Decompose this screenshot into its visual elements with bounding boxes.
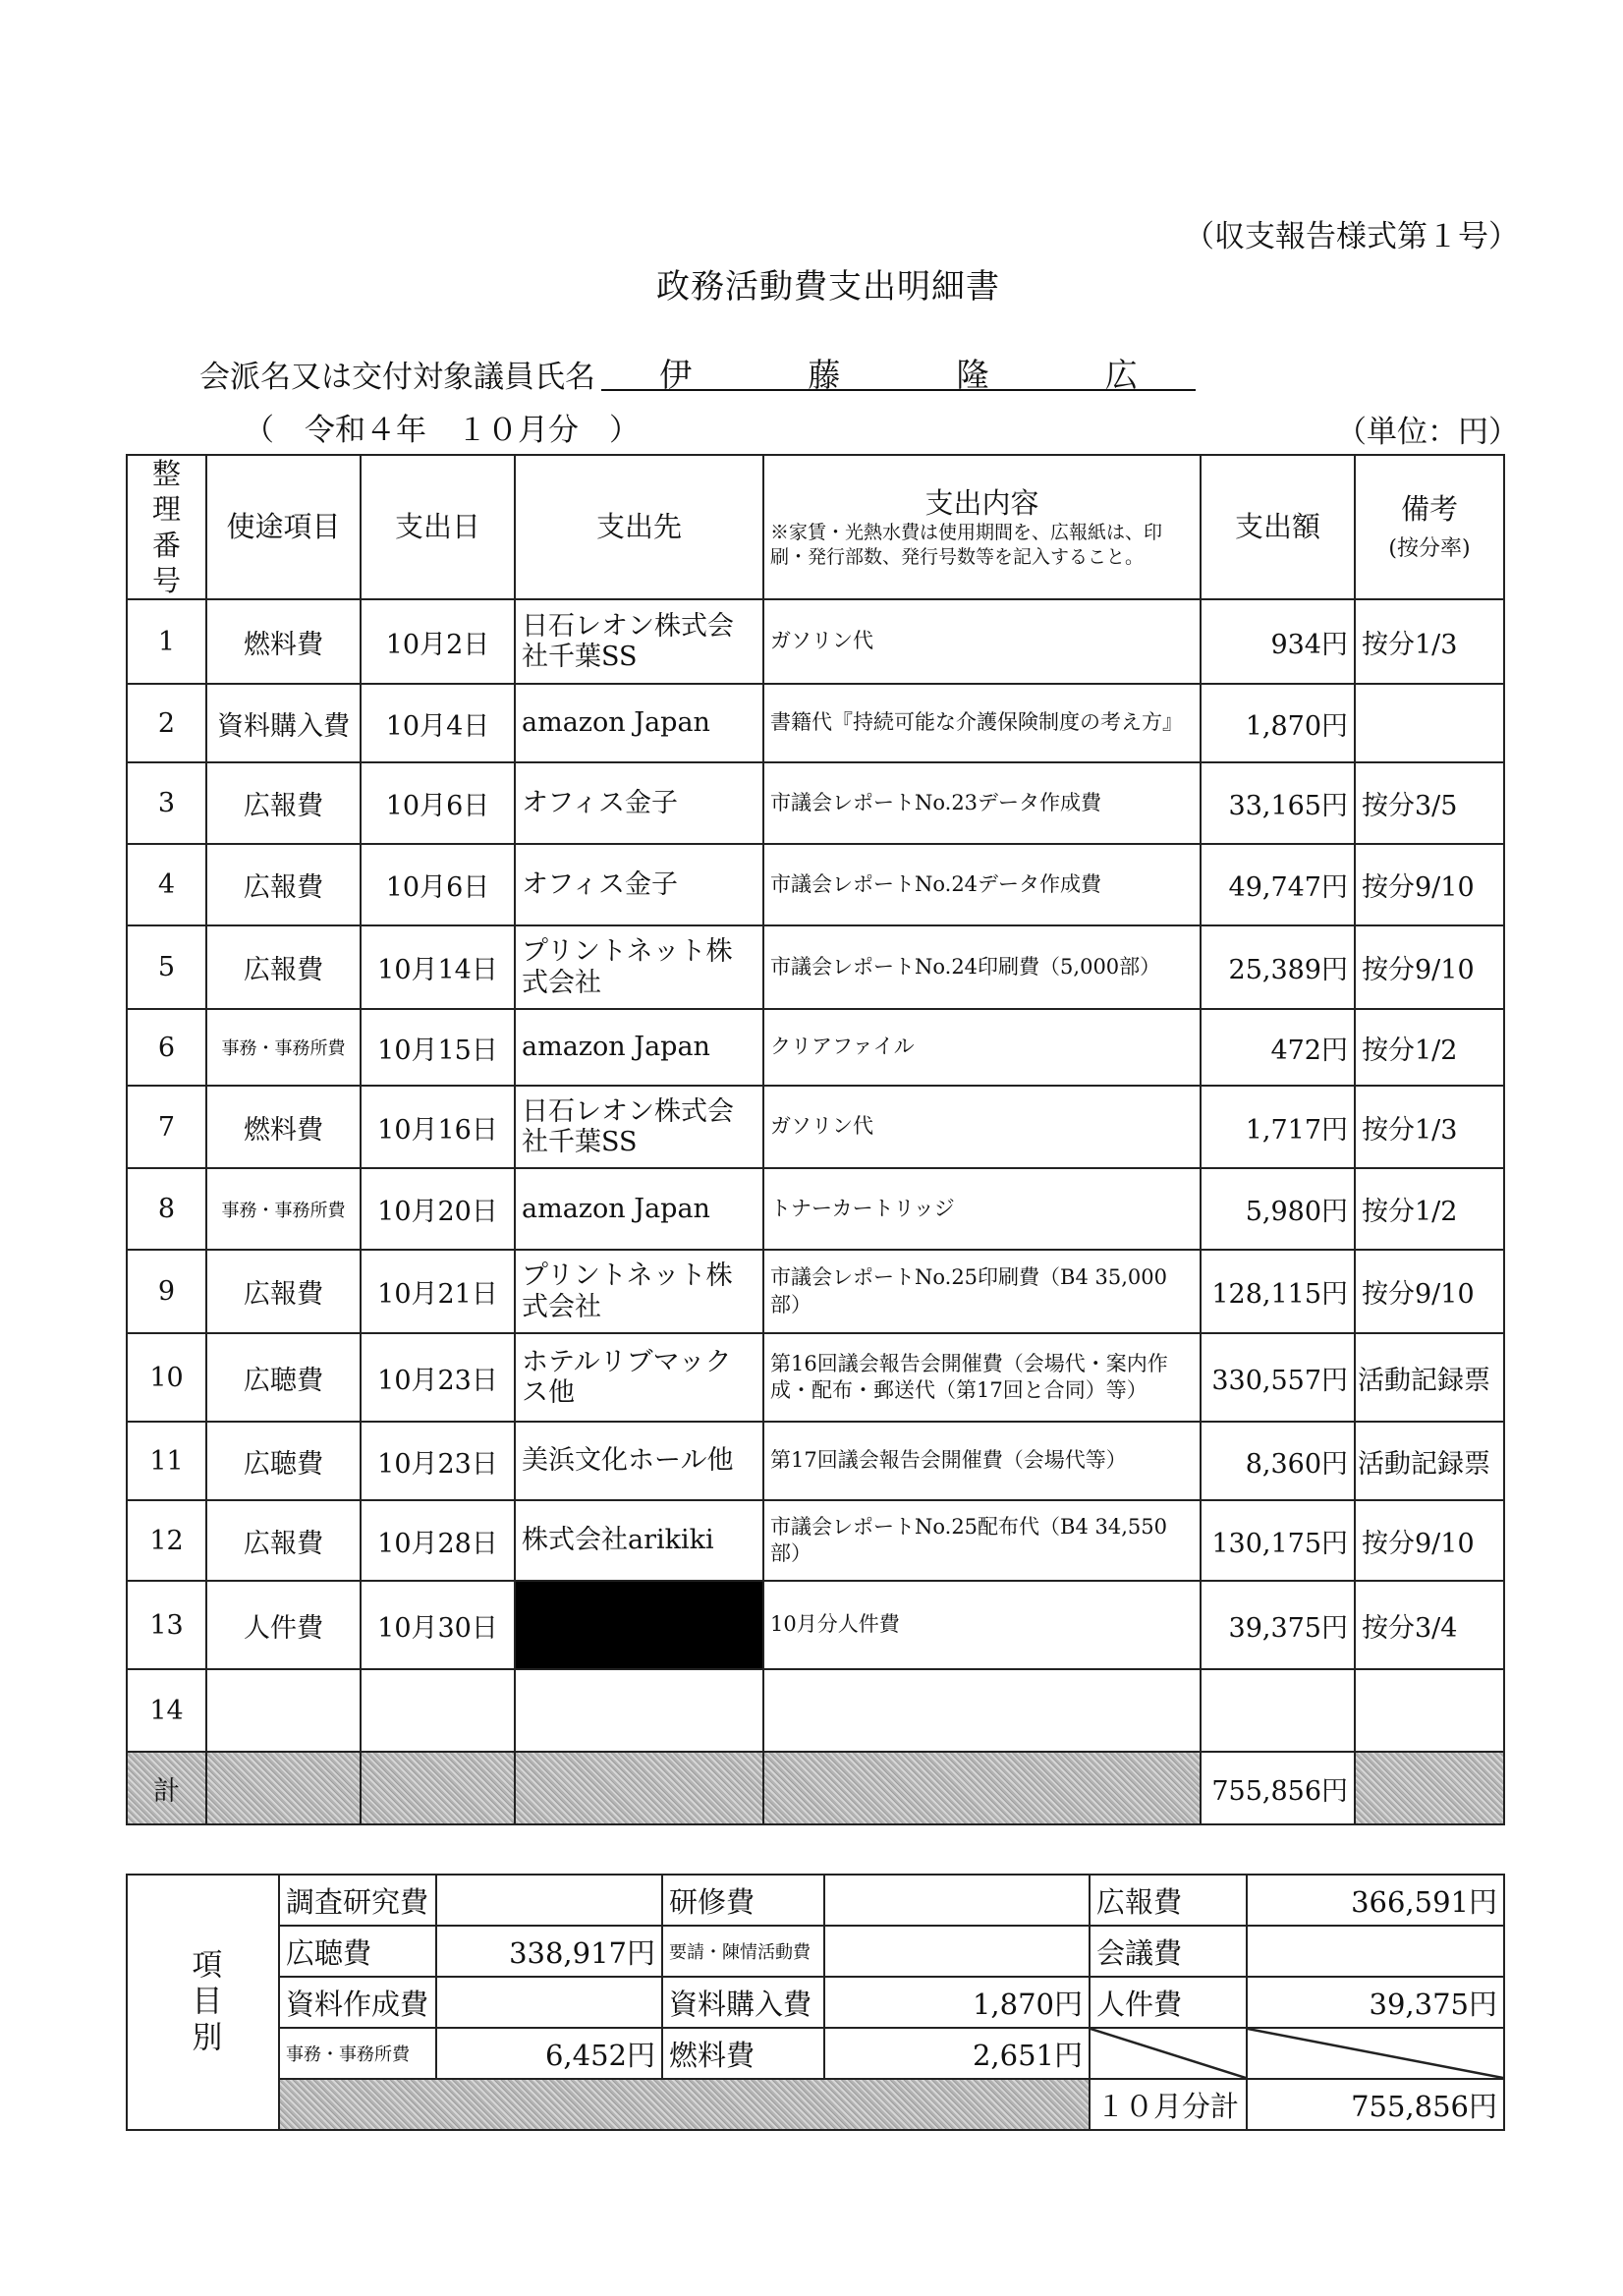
summary-value: 755,856円: [1247, 2079, 1504, 2130]
table-row: [127, 1250, 1504, 1333]
table-row: [127, 1500, 1504, 1581]
row-content: [763, 1669, 1201, 1752]
header-no: 整理番号: [127, 455, 206, 599]
table-row: [127, 1422, 1504, 1500]
row-remark: 按分3/4: [1355, 1581, 1504, 1669]
summary-label: 資料購入費: [662, 1977, 824, 2028]
shaded-cell: [361, 1752, 515, 1824]
row-content: 市議会レポートNo.24データ作成費: [763, 844, 1201, 925]
header-remark-title: 備考: [1400, 492, 1458, 527]
row-amount: 5,980円: [1201, 1168, 1355, 1250]
row-remark: 按分1/3: [1355, 1086, 1504, 1168]
summary-row: [127, 2028, 1504, 2079]
row-item: 広報費: [206, 1250, 361, 1333]
row-payee: オフィス金子: [515, 844, 763, 925]
name-char: 隆: [956, 356, 989, 394]
summary-side-label: 項目別: [127, 1875, 279, 2130]
row-no: 14: [127, 1669, 206, 1752]
table-row: [127, 1333, 1504, 1422]
row-remark: [1355, 1669, 1504, 1752]
row-date: 10月6日: [361, 762, 515, 844]
row-remark: 按分1/2: [1355, 1168, 1504, 1250]
row-amount: 934円: [1201, 599, 1355, 684]
summary-label: 要請・陳情活動費: [662, 1926, 824, 1977]
row-remark: 活動記録票: [1355, 1422, 1504, 1500]
row-amount: 472円: [1201, 1009, 1355, 1086]
table-row: [127, 762, 1504, 844]
shaded-cell: [515, 1752, 763, 1824]
row-date: 10月28日: [361, 1500, 515, 1581]
diagonal-cell: [1090, 2028, 1247, 2079]
summary-value: 2,651円: [824, 2028, 1090, 2079]
row-no: 1: [127, 599, 206, 684]
row-date: 10月30日: [361, 1581, 515, 1669]
row-no: 11: [127, 1422, 206, 1500]
row-date: 10月23日: [361, 1333, 515, 1422]
summary-value: [1247, 1926, 1504, 1977]
summary-label: 燃料費: [662, 2028, 824, 2079]
row-date: 10月2日: [361, 599, 515, 684]
summary-label: 広聴費: [279, 1926, 436, 1977]
row-item: 資料購入費: [206, 684, 361, 762]
header-content: [763, 455, 1201, 599]
row-content: ガソリン代: [763, 1086, 1201, 1168]
row-remark: 按分9/10: [1355, 1250, 1504, 1333]
row-payee: amazon Japan: [515, 684, 763, 762]
form-number: （収支報告様式第１号）: [1184, 219, 1519, 254]
header-content-note: ※家賃・光熱水費は使用期間を、広報紙は、印刷・発行部数、発行号数等を記入すること。: [770, 521, 1163, 568]
row-item: 人件費: [206, 1581, 361, 1669]
summary-row: [127, 2079, 1504, 2130]
row-payee: 株式会社arikiki: [515, 1500, 763, 1581]
period-label: （ 令和４年 １０月分 ）: [244, 413, 640, 448]
row-amount: 25,389円: [1201, 925, 1355, 1009]
row-date: 10月23日: [361, 1422, 515, 1500]
row-no: 5: [127, 925, 206, 1009]
name-char: 藤: [808, 356, 841, 394]
row-amount: 330,557円: [1201, 1333, 1355, 1422]
row-date: 10月20日: [361, 1168, 515, 1250]
row-remark: 按分3/5: [1355, 762, 1504, 844]
row-payee: 日石レオン株式会社千葉SS: [515, 599, 763, 684]
total-label: 計: [127, 1752, 206, 1824]
row-content: 市議会レポートNo.25印刷費（B4 35,000部）: [763, 1250, 1201, 1333]
row-content: ガソリン代: [763, 599, 1201, 684]
row-content: 市議会レポートNo.23データ作成費: [763, 762, 1201, 844]
row-content: 10月分人件費: [763, 1581, 1201, 1669]
row-date: 10月6日: [361, 844, 515, 925]
header-amount: 支出額: [1201, 455, 1355, 599]
row-date: 10月15日: [361, 1009, 515, 1086]
row-no: 4: [127, 844, 206, 925]
row-remark: [1355, 684, 1504, 762]
row-item: 広報費: [206, 925, 361, 1009]
shaded-cell: [279, 2079, 1090, 2130]
summary-value: [824, 1926, 1090, 1977]
shaded-cell: [763, 1752, 1201, 1824]
summary-row: [127, 1977, 1504, 2028]
row-payee: オフィス金子: [515, 762, 763, 844]
row-date: 10月16日: [361, 1086, 515, 1168]
summary-value: [436, 1977, 662, 2028]
row-payee: 美浜文化ホール他: [515, 1422, 763, 1500]
row-item: 広報費: [206, 844, 361, 925]
table-row: [127, 599, 1504, 684]
row-item: 燃料費: [206, 1086, 361, 1168]
document-title: 政務活動費支出明細書: [656, 267, 1000, 307]
member-name: [601, 350, 1196, 394]
total-row: [127, 1752, 1504, 1824]
header-item: 使途項目: [206, 455, 361, 599]
row-remark: 按分1/2: [1355, 1009, 1504, 1086]
redacted-payee: [515, 1581, 763, 1669]
header-content-title: 支出内容: [924, 485, 1039, 520]
total-amount: 755,856円: [1201, 1752, 1355, 1824]
row-amount: 33,165円: [1201, 762, 1355, 844]
summary-label: 資料作成費: [279, 1977, 436, 2028]
row-date: 10月14日: [361, 925, 515, 1009]
row-no: 10: [127, 1333, 206, 1422]
row-content: クリアファイル: [763, 1009, 1201, 1086]
row-content: トナーカートリッジ: [763, 1168, 1201, 1250]
summary-value: 338,917円: [436, 1926, 662, 1977]
row-payee: [515, 1669, 763, 1752]
table-row: [127, 1009, 1504, 1086]
row-remark: 活動記録票: [1355, 1333, 1504, 1422]
shaded-cell: [1355, 1752, 1504, 1824]
row-content: 市議会レポートNo.25配布代（B4 34,550部）: [763, 1500, 1201, 1581]
name-char: 伊: [659, 356, 693, 394]
row-amount: 39,375円: [1201, 1581, 1355, 1669]
row-no: 2: [127, 684, 206, 762]
summary-label: 人件費: [1090, 1977, 1247, 2028]
row-no: 9: [127, 1250, 206, 1333]
row-amount: [1201, 1669, 1355, 1752]
diagonal-cell: [1247, 2028, 1504, 2079]
row-no: 12: [127, 1500, 206, 1581]
name-label: 会派名又は交付対象議員氏名: [199, 360, 595, 395]
header-remark-sub: (按分率): [1388, 535, 1471, 561]
summary-label: 広報費: [1090, 1875, 1247, 1926]
row-amount: 1,870円: [1201, 684, 1355, 762]
summary-value: 39,375円: [1247, 1977, 1504, 2028]
summary-label: 会議費: [1090, 1926, 1247, 1977]
summary-value: 366,591円: [1247, 1875, 1504, 1926]
row-item: 広聴費: [206, 1422, 361, 1500]
summary-value: 6,452円: [436, 2028, 662, 2079]
summary-row: [127, 1875, 1504, 1926]
summary-label: １０月分計: [1090, 2079, 1247, 2130]
row-item: 燃料費: [206, 599, 361, 684]
summary-label: 調査研究費: [279, 1875, 436, 1926]
summary-label: 研修費: [662, 1875, 824, 1926]
row-item: 広報費: [206, 1500, 361, 1581]
summary-label: 事務・事務所費: [279, 2028, 436, 2079]
row-no: 3: [127, 762, 206, 844]
row-item: 広報費: [206, 762, 361, 844]
row-content: 第17回議会報告会開催費（会場代等）: [763, 1422, 1201, 1500]
unit-label: （単位：円）: [1336, 415, 1519, 450]
row-date: [361, 1669, 515, 1752]
row-content: 市議会レポートNo.24印刷費（5,000部）: [763, 925, 1201, 1009]
row-remark: 按分1/3: [1355, 599, 1504, 684]
table-row: [127, 684, 1504, 762]
row-remark: 按分9/10: [1355, 1500, 1504, 1581]
summary-table: [126, 1874, 1505, 2131]
name-char: 広: [1104, 356, 1138, 394]
table-row: [127, 844, 1504, 925]
row-item: 事務・事務所費: [206, 1009, 361, 1086]
shaded-cell: [206, 1752, 361, 1824]
row-remark: 按分9/10: [1355, 925, 1504, 1009]
header-row: [127, 455, 1504, 599]
row-amount: 130,175円: [1201, 1500, 1355, 1581]
row-content: 第16回議会報告会開催費（会場代・案内作成・配布・郵送代（第17回と合同）等）: [763, 1333, 1201, 1422]
row-amount: 49,747円: [1201, 844, 1355, 925]
row-no: 7: [127, 1086, 206, 1168]
row-payee: 日石レオン株式会社千葉SS: [515, 1086, 763, 1168]
row-content: 書籍代『持続可能な介護保険制度の考え方』: [763, 684, 1201, 762]
table-row: [127, 1581, 1504, 1669]
table-row: [127, 1086, 1504, 1168]
row-payee: プリントネット株式会社: [515, 925, 763, 1009]
row-item: [206, 1669, 361, 1752]
header-remark: [1355, 455, 1504, 599]
table-row: [127, 1669, 1504, 1752]
row-remark: 按分9/10: [1355, 844, 1504, 925]
header-payee: 支出先: [515, 455, 763, 599]
row-amount: 1,717円: [1201, 1086, 1355, 1168]
summary-row: [127, 1926, 1504, 1977]
row-payee: amazon Japan: [515, 1168, 763, 1250]
row-payee: プリントネット株式会社: [515, 1250, 763, 1333]
row-date: 10月21日: [361, 1250, 515, 1333]
row-date: 10月4日: [361, 684, 515, 762]
header-date: 支出日: [361, 455, 515, 599]
row-item: 広聴費: [206, 1333, 361, 1422]
row-amount: 8,360円: [1201, 1422, 1355, 1500]
row-no: 8: [127, 1168, 206, 1250]
table-row: [127, 1168, 1504, 1250]
table-row: [127, 925, 1504, 1009]
summary-value: [436, 1875, 662, 1926]
row-payee: amazon Japan: [515, 1009, 763, 1086]
row-item: 事務・事務所費: [206, 1168, 361, 1250]
summary-value: [824, 1875, 1090, 1926]
row-amount: 128,115円: [1201, 1250, 1355, 1333]
row-no: 6: [127, 1009, 206, 1086]
row-payee: ホテルリブマックス他: [515, 1333, 763, 1422]
summary-value: 1,870円: [824, 1977, 1090, 2028]
expense-table: [126, 454, 1505, 1825]
row-no: 13: [127, 1581, 206, 1669]
